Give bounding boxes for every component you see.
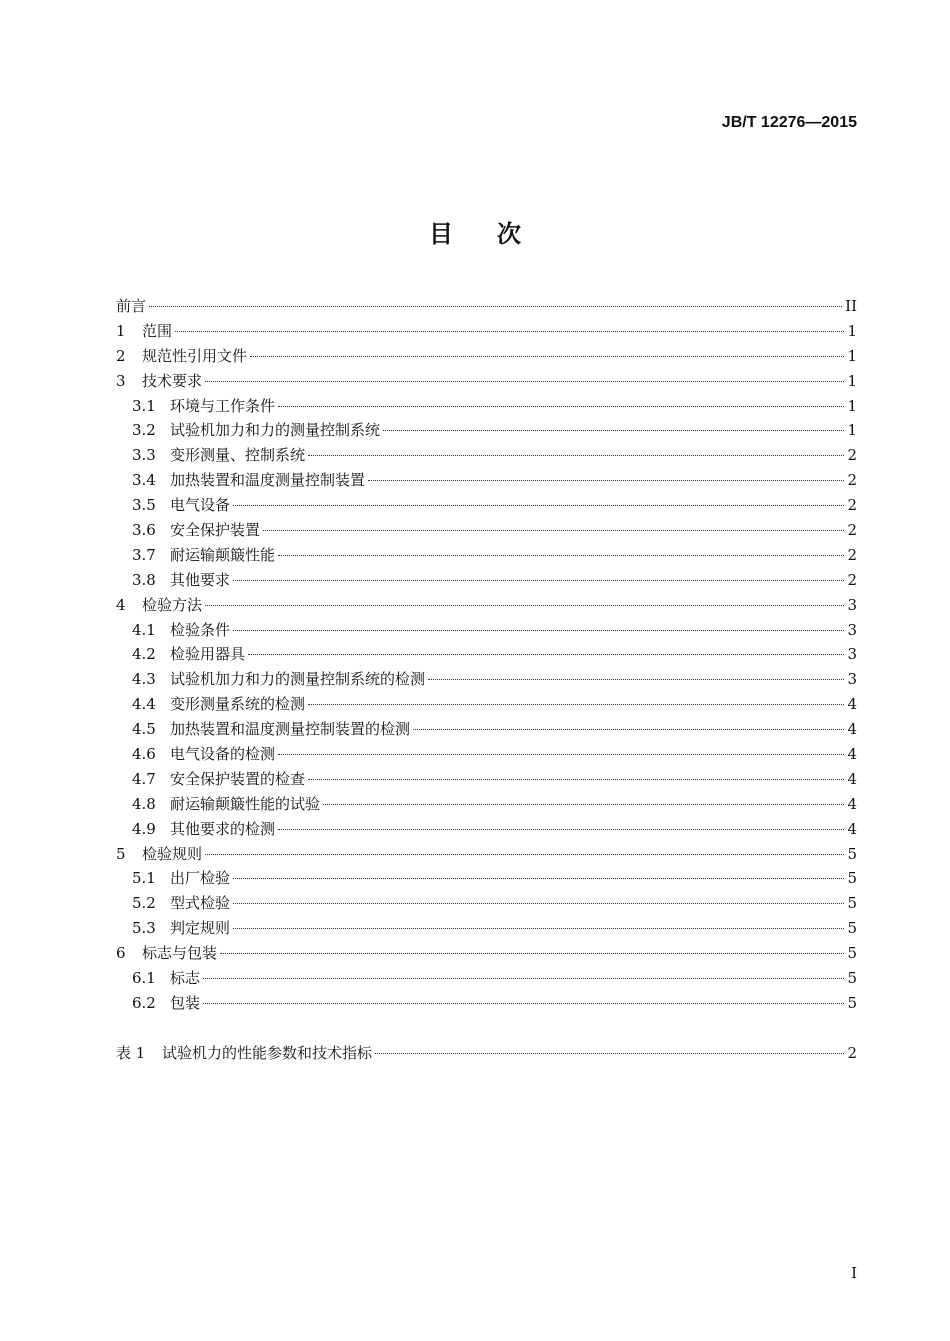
toc-entry[interactable] <box>116 941 857 966</box>
dot-leader <box>203 1003 844 1004</box>
toc-entry[interactable] <box>116 493 857 518</box>
toc-entry[interactable] <box>116 792 857 817</box>
toc-entry-number: 3.8 <box>132 570 156 589</box>
toc-entry-number: 3.3 <box>132 446 156 465</box>
toc-entry-number: 4.3 <box>132 670 156 689</box>
toc-entry-page: 5 <box>847 869 857 888</box>
toc-entry[interactable] <box>116 692 857 717</box>
toc-entry[interactable] <box>116 443 857 468</box>
toc-entry[interactable] <box>116 767 857 792</box>
table-title: 试验机力的性能参数和技术指标 <box>162 1043 373 1062</box>
dot-leader <box>278 754 844 755</box>
toc-entry-title: 标志 <box>170 969 201 988</box>
toc-entry-title: 变形测量系统的检测 <box>170 695 306 714</box>
toc-entry[interactable] <box>116 667 857 692</box>
toc-entry[interactable] <box>116 842 857 867</box>
toc-entry[interactable] <box>116 742 857 767</box>
toc-entry-title: 型式检验 <box>170 894 231 913</box>
dot-leader <box>383 430 844 431</box>
toc-entry-title: 环境与工作条件 <box>170 396 276 415</box>
toc-entry-title: 出厂检验 <box>170 869 231 888</box>
toc-entry-number: 3.5 <box>132 496 156 515</box>
toc-entry-page: 2 <box>847 521 857 540</box>
toc-entry-number: 4.6 <box>132 745 156 764</box>
toc-entry-page: 2 <box>847 1043 857 1062</box>
toc-entry-number: 3.6 <box>132 521 156 540</box>
dot-leader <box>233 878 844 879</box>
toc-entry-page: 3 <box>847 645 857 664</box>
toc-entry[interactable] <box>116 817 857 842</box>
toc-entry[interactable] <box>116 991 857 1016</box>
toc-entry-number: 2 <box>116 346 126 365</box>
toc-entry[interactable] <box>116 618 857 643</box>
dot-leader <box>278 406 844 407</box>
toc-entry[interactable] <box>116 369 857 394</box>
toc-entry-title: 检验条件 <box>170 620 231 639</box>
toc-entry-title: 标志与包装 <box>142 944 218 963</box>
dot-leader <box>428 679 844 680</box>
toc-entry-title: 试验机加力和力的测量控制系统 <box>170 421 381 440</box>
toc-entry-page: 2 <box>847 545 857 564</box>
dot-leader <box>263 530 844 531</box>
dot-leader <box>220 953 844 954</box>
toc-entry[interactable] <box>116 593 857 618</box>
toc-entry-page: 4 <box>847 695 857 714</box>
toc-entry[interactable] <box>116 394 857 419</box>
dot-leader <box>233 903 844 904</box>
dot-leader <box>308 704 844 705</box>
toc-entry-number: 5 <box>116 844 126 863</box>
toc-entry-title: 技术要求 <box>142 371 203 390</box>
toc-entry-page: 1 <box>847 371 857 390</box>
toc-entry-title: 加热装置和温度测量控制装置 <box>170 471 366 490</box>
toc-entry-title: 前言 <box>116 297 147 315</box>
dot-leader <box>233 580 844 581</box>
toc-entry-page: 3 <box>847 620 857 639</box>
dot-leader <box>323 804 844 805</box>
standard-code: JB/T 12276—2015 <box>721 114 857 131</box>
dot-leader <box>205 854 844 855</box>
toc-entry[interactable] <box>116 568 857 593</box>
toc-entry-number: 5.3 <box>132 919 156 938</box>
toc-entry-page: 2 <box>847 570 857 589</box>
toc-entry-page: 2 <box>847 446 857 465</box>
table-number: 表 1 <box>116 1043 146 1062</box>
toc-entry-number: 4.9 <box>132 819 156 838</box>
toc-entry-title: 安全保护装置 <box>170 521 261 540</box>
toc-entry-title: 试验机加力和力的测量控制系统的检测 <box>170 670 426 689</box>
toc-entry-title: 检验规则 <box>142 844 203 863</box>
toc-entry-page: 1 <box>847 346 857 365</box>
toc-entry-title: 其他要求 <box>170 570 231 589</box>
dot-leader <box>308 779 844 780</box>
dot-leader <box>248 654 844 655</box>
dot-leader <box>250 356 844 357</box>
dot-leader <box>368 480 844 481</box>
toc-entry-title: 包装 <box>170 993 201 1012</box>
toc-entry-page: 4 <box>847 745 857 764</box>
toc-entry-title: 耐运输颠簸性能 <box>170 545 276 564</box>
toc-entry-number: 3 <box>116 371 126 390</box>
toc-entry-page: 1 <box>847 321 857 340</box>
toc-entry-page: 4 <box>847 794 857 813</box>
dot-leader <box>233 505 844 506</box>
toc-entry-number: 5.2 <box>132 894 156 913</box>
toc-entry-page: 5 <box>847 969 857 988</box>
toc-entry-page: 5 <box>847 944 857 963</box>
toc-entry-number: 3.2 <box>132 421 156 440</box>
dot-leader <box>149 306 842 307</box>
toc-entry[interactable] <box>116 294 857 319</box>
toc-entry-title: 安全保护装置的检查 <box>170 769 306 788</box>
toc-entry-title: 电气设备 <box>170 496 231 515</box>
dot-leader <box>413 729 844 730</box>
section-gap <box>116 1016 857 1041</box>
dot-leader <box>308 455 844 456</box>
dot-leader <box>375 1053 844 1054</box>
toc-entry[interactable] <box>116 717 857 742</box>
toc-entry[interactable] <box>116 418 857 443</box>
toc-entry-number: 4.2 <box>132 645 156 664</box>
toc-entry-number: 4.4 <box>132 695 156 714</box>
toc-entry-number: 4.8 <box>132 794 156 813</box>
dot-leader <box>233 928 844 929</box>
toc-entry-page: 1 <box>847 396 857 415</box>
toc-entry-page: 5 <box>847 919 857 938</box>
page-number: I <box>851 1264 857 1282</box>
toc-entry-number: 6.1 <box>132 969 156 988</box>
toc-entry-number: 3.1 <box>132 396 156 415</box>
toc-entry-number: 4 <box>116 595 126 614</box>
toc-entry-title: 加热装置和温度测量控制装置的检测 <box>170 720 411 739</box>
toc-entry[interactable] <box>116 642 857 667</box>
toc-entry[interactable] <box>116 966 857 991</box>
dot-leader <box>278 555 844 556</box>
table-list-entry[interactable] <box>116 1041 857 1066</box>
toc-entry-title: 规范性引用文件 <box>142 346 248 365</box>
toc-entry[interactable] <box>116 319 857 344</box>
toc-entry-title: 耐运输颠簸性能的试验 <box>170 794 321 813</box>
toc-entry-number: 1 <box>116 321 126 340</box>
toc-entry[interactable] <box>116 866 857 891</box>
toc-entry-title: 电气设备的检测 <box>170 745 276 764</box>
dot-leader <box>175 331 844 332</box>
toc-entry-number: 6.2 <box>132 993 156 1012</box>
toc-entry[interactable] <box>116 916 857 941</box>
table-of-contents <box>116 294 857 1066</box>
toc-entry-page: 4 <box>847 769 857 788</box>
toc-entry-page: 2 <box>847 496 857 515</box>
dot-leader <box>205 605 844 606</box>
toc-entry-number: 4.1 <box>132 620 156 639</box>
toc-entry-title: 其他要求的检测 <box>170 819 276 838</box>
dot-leader <box>233 630 844 631</box>
toc-entry-page: 4 <box>847 819 857 838</box>
toc-entry-page: 5 <box>847 844 857 863</box>
toc-entry-page: 5 <box>847 993 857 1012</box>
toc-entry-number: 3.7 <box>132 545 156 564</box>
toc-entry-page: 2 <box>847 471 857 490</box>
toc-entry-title: 范围 <box>142 321 173 340</box>
dot-leader <box>278 829 844 830</box>
toc-entry[interactable] <box>116 543 857 568</box>
toc-entry-number: 6 <box>116 944 126 963</box>
toc-entry-number: 5.1 <box>132 869 156 888</box>
toc-entry[interactable] <box>116 468 857 493</box>
toc-entry-page: 1 <box>847 421 857 440</box>
page-title: 目次 <box>429 220 565 248</box>
toc-entry-page: 3 <box>847 595 857 614</box>
toc-entry[interactable] <box>116 518 857 543</box>
toc-entry-title: 变形测量、控制系统 <box>170 446 306 465</box>
toc-entry-page: 5 <box>847 894 857 913</box>
toc-entry-title: 检验用器具 <box>170 645 246 664</box>
toc-entry-number: 3.4 <box>132 471 156 490</box>
toc-entry-page: 4 <box>847 720 857 739</box>
toc-entry-page: II <box>845 297 857 315</box>
dot-leader <box>205 381 844 382</box>
toc-entry-number: 4.5 <box>132 720 156 739</box>
toc-entry-page: 3 <box>847 670 857 689</box>
toc-entry-title: 检验方法 <box>142 595 203 614</box>
toc-entry[interactable] <box>116 344 857 369</box>
toc-entry-number: 4.7 <box>132 769 156 788</box>
dot-leader <box>203 978 844 979</box>
toc-entry[interactable] <box>116 891 857 916</box>
toc-entry-title: 判定规则 <box>170 919 231 938</box>
